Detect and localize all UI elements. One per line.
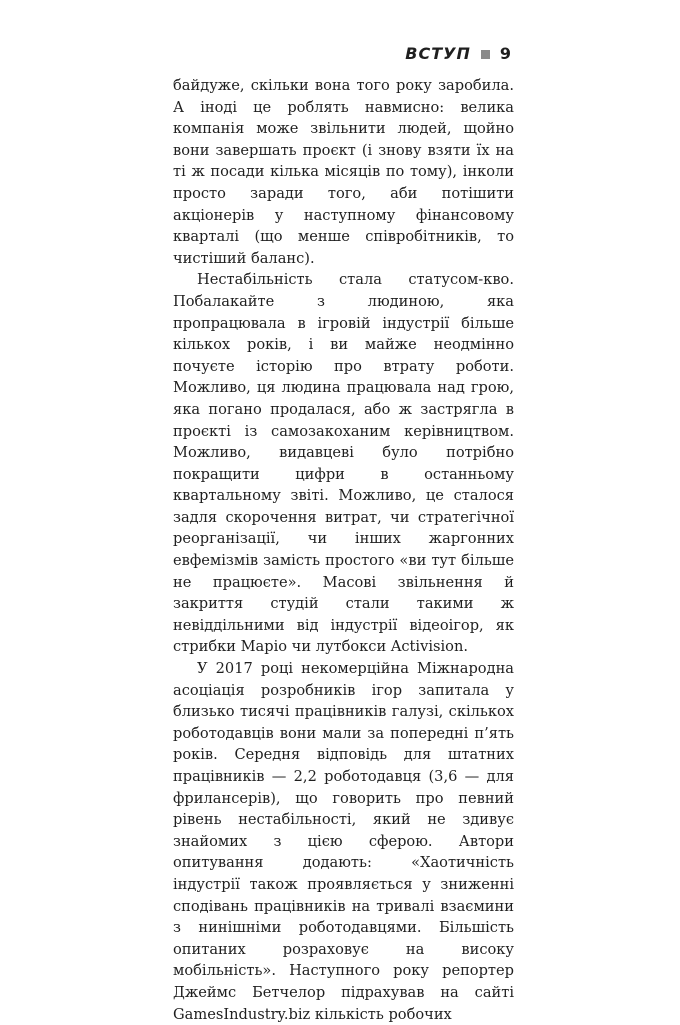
paragraph-instability: Нестабільність стала статусом-кво. Побалакайте з людиною, яка пропрацювала в ігровій індустрії більше кількох років, і ви майже неодмінно почуєте історію про втрату роботи. Можливо, ця людина працювала над грою, яка погано продалася, або ж застрягла в проєкті із самозакоханим керівництвом. Можливо, видавцеві було потрібно покращити цифри в останньому квартальному звіті. Можливо, це сталося задля скорочення витрат, чи стратегічної реорганізації, чи інших жаргонних евфемізмів замість простого «ви тут більше не працюєте». Масові звільнення й закриття студій стали такими ж невіддільними від індустрії відеоігор, як стрибки Маріо чи лутбокси Activision. — [173, 271, 514, 656]
paragraph-survey: У 2017 році некомерційна Міжнародна асоціація розробників ігор запитала у близько тисячі працівників галузі, скількох роботодавців вони мали за попередні п’ять років. Середня відповідь для штатних працівників — 2,2 роботодавця (3,6 — для фрилансерів), що говорить про певний рівень нестабільності, який не здивує знайомих з цією сферою. Автори опитування додають: «Хаотичність індустрії також проявляється у зниженні сподівань працівників на тривалі взаємини з нинішніми роботодавцями. Більшість опитаних розраховує на високу мобільність». Наступного року репортер Джеймс Бетчелор підрахував на сайті GamesIndustry.biz кількість робочих — [173, 660, 514, 1023]
paragraph-continuation: байдуже, скільки вона того року заробила. А іноді це роблять навмисно: велика компанія може звільнити людей, щойно вони завершать проєкт (і знову взяти їх на ті ж посади кілька місяців по тому), інколи просто заради того, аби потішити акціонерів у наступному фінансовому кварталі (що менше співробітників, то чистіший баланс). — [173, 77, 514, 267]
square-separator-icon — [481, 50, 490, 59]
running-head — [405, 44, 512, 64]
page-number: 9 — [499, 44, 512, 63]
chapter-title: ВСТУП — [405, 44, 471, 63]
body-text — [173, 75, 514, 1025]
